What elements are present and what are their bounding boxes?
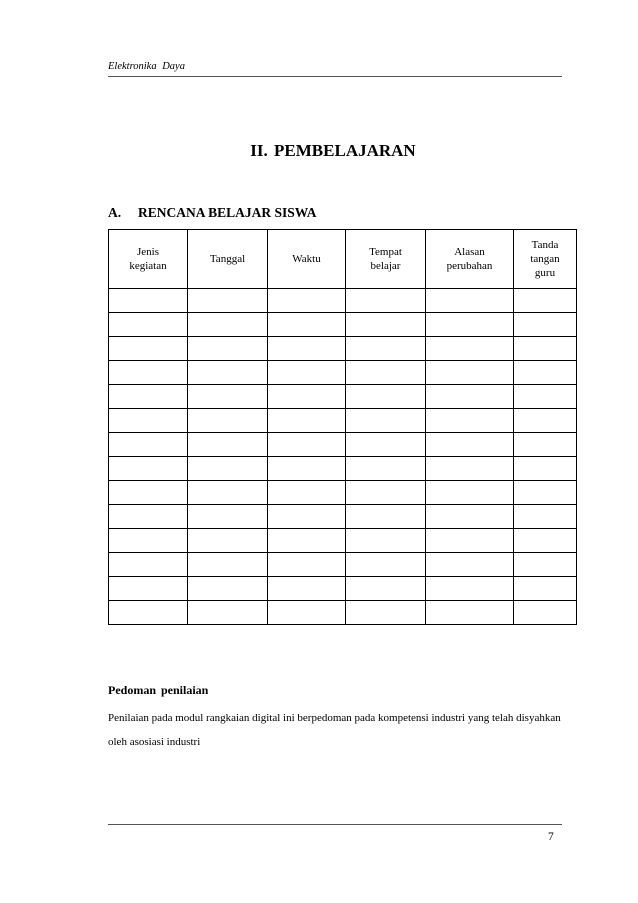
table-cell (109, 577, 188, 601)
table-cell (426, 457, 514, 481)
table-row (109, 313, 577, 337)
table-cell (514, 505, 577, 529)
table-cell (426, 361, 514, 385)
table-cell (514, 577, 577, 601)
table-cell (188, 553, 268, 577)
header-jenis-kegiatan: Jenis kegiatan (109, 230, 188, 289)
table-row (109, 337, 577, 361)
table-cell (268, 505, 346, 529)
table-cell (346, 289, 426, 313)
table-cell (268, 337, 346, 361)
table-cell (426, 577, 514, 601)
table-row (109, 433, 577, 457)
table-cell (514, 457, 577, 481)
table-cell (188, 313, 268, 337)
table-cell (109, 481, 188, 505)
table-cell (109, 361, 188, 385)
table-header-row (109, 230, 577, 289)
table-cell (426, 385, 514, 409)
table-cell (514, 385, 577, 409)
table-cell (346, 601, 426, 625)
footer-divider (108, 824, 562, 825)
table-cell (109, 529, 188, 553)
table-cell (514, 289, 577, 313)
table-cell (188, 409, 268, 433)
table-cell (268, 481, 346, 505)
header-divider (108, 76, 562, 77)
table-cell (426, 409, 514, 433)
table-cell (188, 577, 268, 601)
table-cell (514, 313, 577, 337)
table-cell (109, 505, 188, 529)
table-cell (188, 385, 268, 409)
table-row (109, 577, 577, 601)
table-cell (514, 337, 577, 361)
header-tempat-belajar: Tempat belajar (346, 230, 426, 289)
table-cell (268, 409, 346, 433)
table-cell (268, 529, 346, 553)
table-cell (426, 505, 514, 529)
guide-paragraph: Penilaian pada modul rangkaian digital ini berpedoman pada kompetensi industri yang telah disyahkan oleh asosiasi industri (108, 712, 561, 748)
table-cell (514, 481, 577, 505)
guide-title: Pedoman penilaian (108, 683, 209, 697)
table-cell (109, 289, 188, 313)
table-cell (426, 601, 514, 625)
table-cell (514, 433, 577, 457)
chapter-title: II. PEMBELAJARAN (250, 141, 416, 160)
table-cell (346, 529, 426, 553)
table-cell (346, 505, 426, 529)
table-cell (268, 577, 346, 601)
table-cell (188, 457, 268, 481)
table-cell (346, 313, 426, 337)
table-row (109, 361, 577, 385)
table-cell (426, 289, 514, 313)
table-cell (268, 289, 346, 313)
table-cell (188, 529, 268, 553)
table-cell (346, 481, 426, 505)
table-cell (268, 433, 346, 457)
header-tanda-tangan-guru: Tanda tangan guru (514, 230, 577, 289)
table-cell (514, 361, 577, 385)
table-cell (268, 385, 346, 409)
table-cell (346, 337, 426, 361)
table-cell (426, 337, 514, 361)
table-cell (109, 433, 188, 457)
table-cell (109, 385, 188, 409)
table-cell (346, 457, 426, 481)
table-row (109, 601, 577, 625)
table-cell (109, 337, 188, 361)
study-plan-table (108, 229, 577, 625)
running-header: Elektronika Daya (108, 61, 185, 72)
table-row (109, 481, 577, 505)
table-cell (346, 409, 426, 433)
table-cell (109, 601, 188, 625)
table-cell (268, 361, 346, 385)
table-row (109, 385, 577, 409)
table-cell (426, 433, 514, 457)
table-row (109, 505, 577, 529)
table-cell (514, 529, 577, 553)
table-cell (514, 553, 577, 577)
table-row (109, 553, 577, 577)
table-cell (426, 553, 514, 577)
table-cell (346, 361, 426, 385)
table-cell (346, 433, 426, 457)
table-cell (426, 481, 514, 505)
table-cell (188, 481, 268, 505)
table-cell (109, 409, 188, 433)
section-title: RENCANA BELAJAR SISWA (138, 205, 317, 220)
section-letter: A. (108, 205, 122, 220)
table-cell (268, 457, 346, 481)
table-cell (346, 553, 426, 577)
page-number: 7 (548, 831, 554, 843)
table-cell (346, 577, 426, 601)
table-cell (188, 289, 268, 313)
table-cell (188, 433, 268, 457)
table-row (109, 409, 577, 433)
table-cell (426, 529, 514, 553)
table-cell (346, 385, 426, 409)
header-tanggal: Tanggal (188, 230, 268, 289)
table-row (109, 289, 577, 313)
table-cell (188, 337, 268, 361)
table-cell (188, 505, 268, 529)
table-cell (109, 553, 188, 577)
header-alasan-perubahan: Alasan perubahan (426, 230, 514, 289)
table-cell (514, 601, 577, 625)
table-row (109, 529, 577, 553)
table-cell (188, 361, 268, 385)
table-cell (268, 313, 346, 337)
table-row (109, 457, 577, 481)
header-waktu: Waktu (268, 230, 346, 289)
table-cell (268, 553, 346, 577)
table-cell (268, 601, 346, 625)
table-cell (109, 313, 188, 337)
table-cell (109, 457, 188, 481)
table-cell (188, 601, 268, 625)
table-body (109, 289, 577, 625)
table-cell (426, 313, 514, 337)
table-cell (514, 409, 577, 433)
